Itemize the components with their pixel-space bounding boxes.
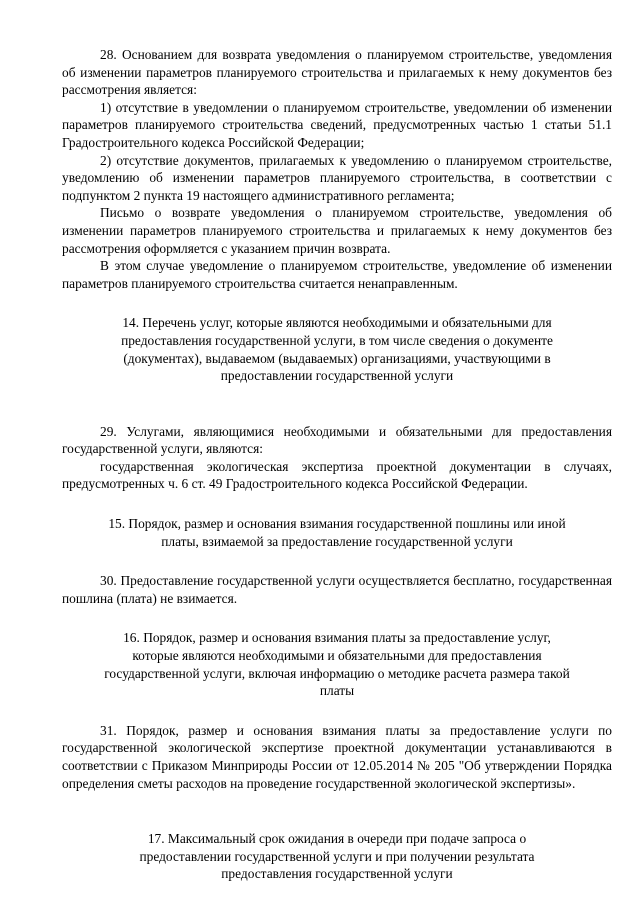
- section-heading-17: 17. Максимальный срок ожидания в очереди при подаче запроса о предоставлении государственной услуги и при получении результата предоставления государственной услуги: [139, 831, 535, 882]
- paragraph-28-not-sent: В этом случае уведомление о планируемом строительстве, уведомление об изменении параметров планируемого строительства считается ненаправленным.: [62, 258, 612, 291]
- paragraph-28-intro: 28. Основанием для возврата уведомления о планируемом строительстве, уведомления об изменении параметров планируемого строительства и прилагаемых к нему документов без рассмотрения является:: [62, 47, 612, 98]
- section-heading-14: 14. Перечень услуг, которые являются необходимыми и обязательными для предоставления государственной услуги, в том числе сведения о документе (документах), выдаваемом (выдаваемых) организациями, участвующими в предоставлении государственной услуги: [121, 315, 553, 384]
- document-body: [62, 46, 612, 883]
- paragraph-28-item-2: 2) отсутствие документов, прилагаемых к уведомлению о планируемом строительстве, уведомлению об изменении параметров планируемого строительства, в соответствии с подпунктом 2 пункта 19 настоящего административного регламента;: [62, 152, 612, 203]
- section-heading-15: 15. Порядок, размер и основания взимания государственной пошлины или иной платы, взимаемой за предоставление государственной услуги: [108, 516, 566, 549]
- paragraph-28-item-1: 1) отсутствие в уведомлении о планируемом строительстве, уведомлении об изменении параметров планируемого строительства сведений, предусмотренных частью 1 статьи 51.1 Градостроительного кодекса Российской Федерации;: [62, 99, 612, 150]
- paragraph-31: 31. Порядок, размер и основания взимания платы за предоставление услуги по государственной экологической экспертизе проектной документации устанавливаются в соответствии с Приказом Минприроды России от 12.05.2014 № 205 "Об утверждении Порядка определения сметы расходов на проведение государственной экологической экспертизы».: [62, 722, 612, 791]
- paragraph-28-return-letter: Письмо о возврате уведомления о планируемом строительстве, уведомления об изменении параметров планируемого строительства и прилагаемых к нему документов без рассмотрения оформляется с указанием причин возврата.: [62, 205, 612, 256]
- paragraph-30: 30. Предоставление государственной услуги осуществляется бесплатно, государственная пошлина (плата) не взимается.: [62, 573, 612, 606]
- paragraph-29-item: государственная экологическая экспертиза проектной документации в случаях, предусмотренных ч. 6 ст. 49 Градостроительного кодекса Российской Федерации.: [62, 458, 612, 492]
- paragraph-29-intro: 29. Услугами, являющимися необходимыми и обязательными для предоставления государственной услуги, являются:: [62, 423, 612, 457]
- section-heading-16: 16. Порядок, размер и основания взимания платы за предоставление услуг, которые являются необходимыми и обязательными для предоставления государственной услуги, включая информацию о методике расчета размера такой платы: [104, 630, 570, 699]
